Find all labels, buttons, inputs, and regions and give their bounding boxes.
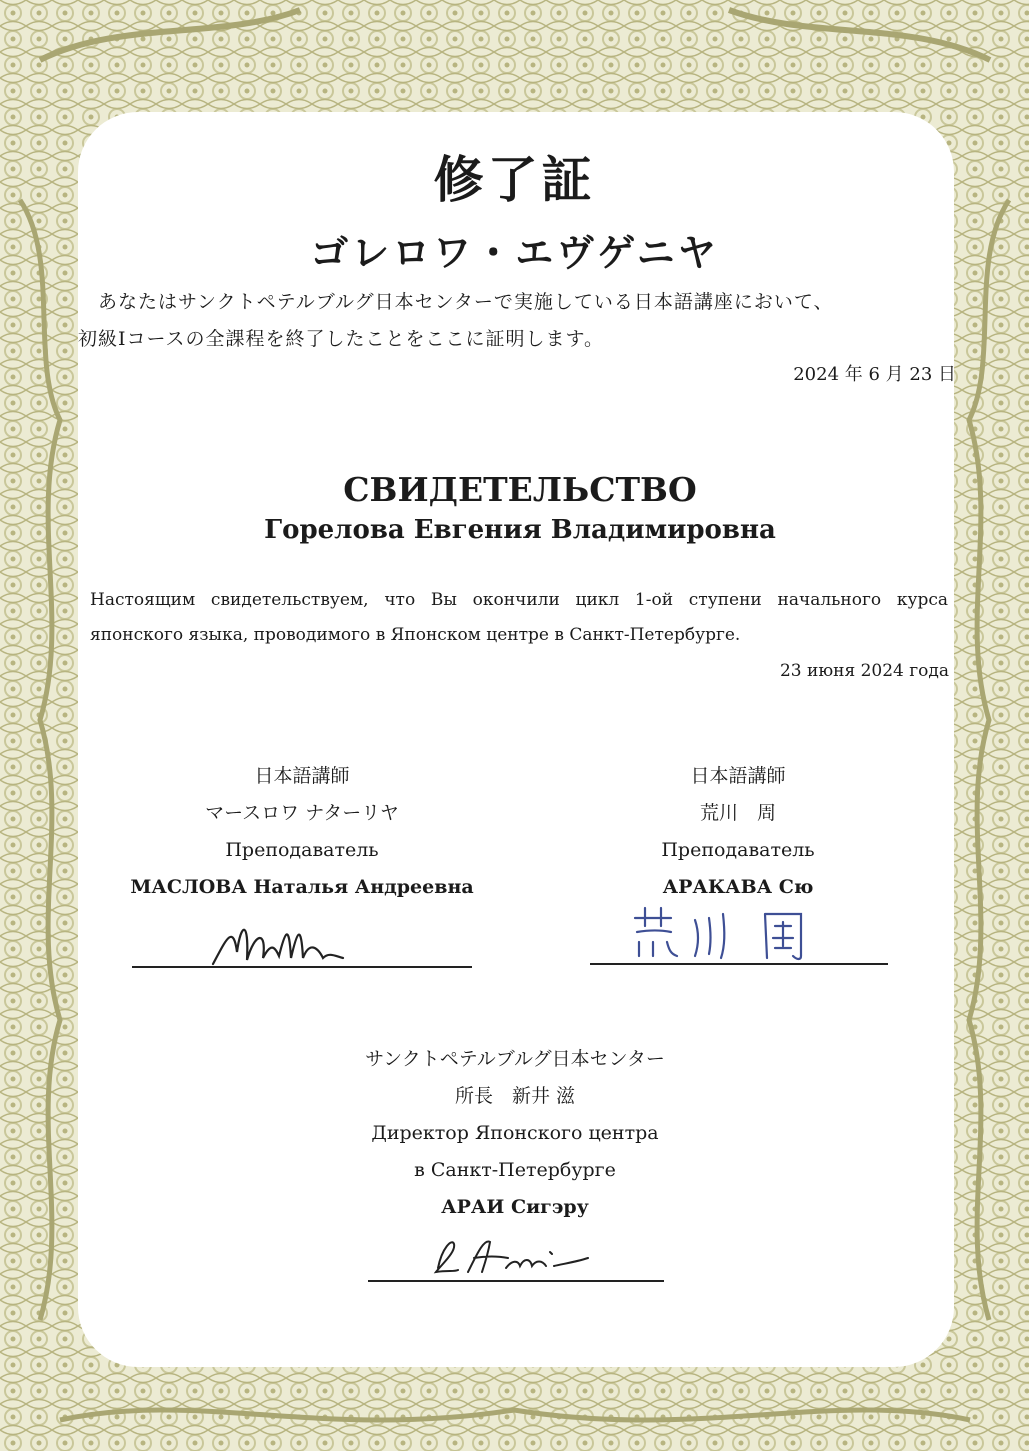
director-title-ru-line1: Директор Японского центра [371,1122,659,1144]
certificate-title-jp: 修了証 [433,150,596,209]
issue-date-jp: 2024 年 6 月 23 日 [793,364,956,385]
recipient-name-ru: Горелова Евгения Владимировна [264,515,776,545]
director-block [265,1041,765,1226]
name-jp: マースロワ ナターリヤ [205,802,399,824]
director-name-ru: АРАИ Сигэру [441,1196,589,1218]
signature-line-director [368,1280,664,1282]
certificate-text-ru-line1: Настоящим свидетельствуем, что Вы окончили цикл 1-ой ступени начального курса [90,590,948,610]
signature-right [625,902,815,964]
role-jp: 日本語講師 [690,765,786,787]
certificate-text-ru-line2: японского языка, проводимого в Японском центре в Санкт-Петербурге. [90,625,741,645]
director-title-ru-line2: в Санкт-Петербурге [414,1159,616,1181]
signature-left [205,912,355,972]
certificate-text-jp-line2: 初級Iコースの全課程を終了したことをここに証明します。 [78,328,605,350]
role-jp: 日本語講師 [254,765,350,787]
issue-date-ru: 23 июня 2024 года [779,661,949,681]
signatory-left [102,758,502,906]
role-ru: Преподаватель [225,839,379,861]
signature-line-right [590,963,888,965]
signature-director [428,1228,598,1280]
name-ru: МАСЛОВА Наталья Андреевна [130,876,474,898]
name-ru: АРАКАВА Сю [662,876,814,898]
organization-jp: サンクトペテルブルグ日本センター [365,1048,665,1070]
role-ru: Преподаватель [661,839,815,861]
director-title-name-jp: 所長 新井 滋 [454,1085,576,1107]
signature-line-left [132,966,472,968]
signatory-right [538,758,938,906]
certificate-text-jp-line1: あなたはサンクトペテルブルグ日本センターで実施している日本語講座において、 [98,291,834,313]
recipient-name-jp: ゴレロワ・エヴゲニヤ [310,230,719,275]
certificate-title-ru: СВИДЕТЕЛЬСТВО [343,470,697,509]
name-jp: 荒川 周 [699,802,776,824]
